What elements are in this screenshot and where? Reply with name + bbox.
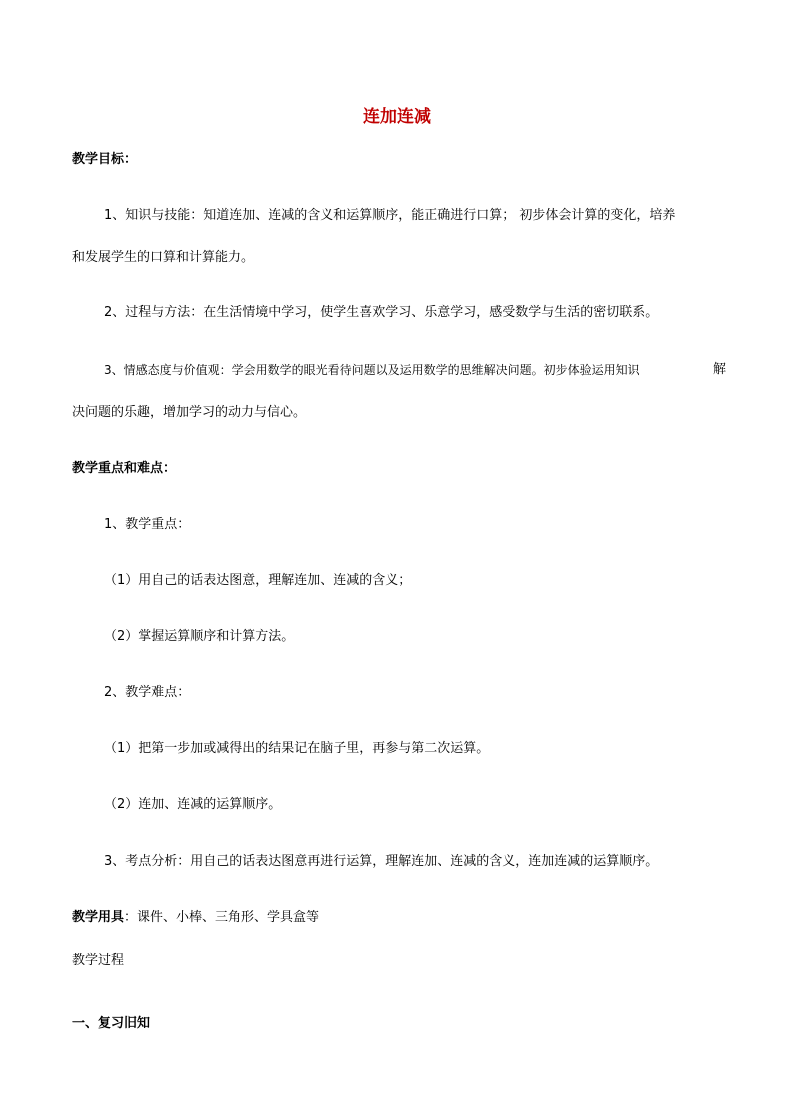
section-one-heading: 一、复习旧知 [72,1016,151,1031]
teaching-tools-label: 教学用具 [72,910,125,925]
objective-3-line-2: 决问题的乐趣，增加学习的动力与信心。 [72,405,307,420]
document-title: 连加连减 [363,107,431,127]
objective-3-line-1-row [104,362,726,378]
process-heading: 教学过程 [72,953,125,968]
focus-item-1: （1）用自己的话表达图意，理解连加、连减的含义； [104,573,412,588]
difficulty-item-1: （1）把第一步加或减得出的结果记在脑子里，再参与第二次运算。 [104,741,490,756]
objective-2: 2、过程与方法：在生活情境中学习，使学生喜欢学习、乐意学习，感受数学与生活的密切联系。 [104,305,659,320]
difficulty-item-2: （2）连加、连减的运算顺序。 [104,797,282,812]
teaching-tools [72,910,319,926]
key-points-heading: 教学重点和难点： [72,461,177,476]
objectives-heading: 教学目标： [72,152,138,167]
teaching-tools-text: ：课件、小棒、三角形、学具盒等 [124,910,320,925]
focus-heading: 1、教学重点： [104,517,191,532]
objective-3-line-1: 3、情感态度与价值观：学会用数学的眼光看待问题以及运用数学的思维解决问题。初步体验运用知识 [104,363,640,377]
difficulty-heading: 2、教学难点： [104,685,191,700]
focus-item-2: （2）掌握运算顺序和计算方法。 [104,629,295,644]
objective-3-line-1-end: 解 [712,362,726,377]
objective-1-line-2: 和发展学生的口算和计算能力。 [72,250,255,265]
objective-1-line-1: 1、知识与技能：知道连加、连减的含义和运算顺序，能正确进行口算； 初步体会计算的变化，培养 [104,208,676,223]
exam-analysis: 3、考点分析：用自己的话表达图意再进行运算，理解连加、连减的含义，连加连减的运算顺序。 [104,854,659,869]
